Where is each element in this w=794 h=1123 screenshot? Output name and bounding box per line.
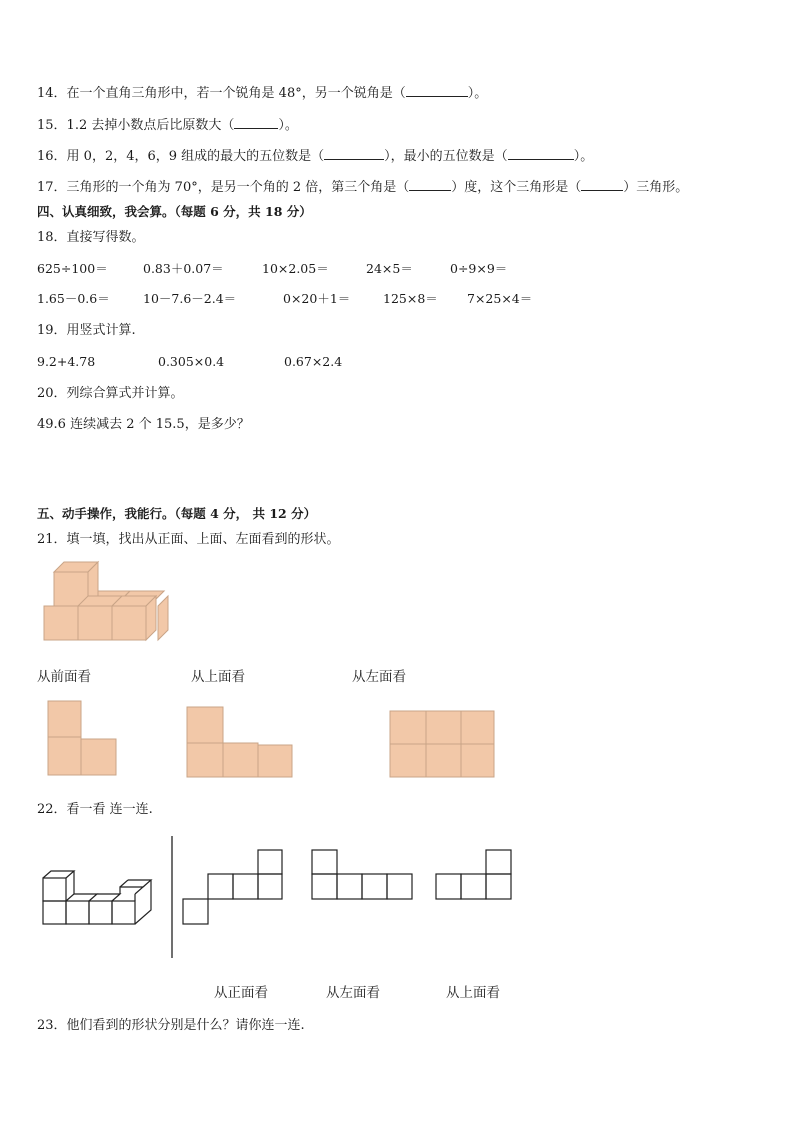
- q15-text-end: ）。: [278, 118, 298, 133]
- q18-r2-c4: 125×8＝: [383, 291, 438, 306]
- q18-r1-c2: 0.83＋0.07＝: [143, 261, 224, 276]
- q23-title: 23．他们看到的形状分别是什么？请你连一连.: [37, 1018, 305, 1033]
- q18-r1-c4: 24×5＝: [366, 261, 413, 276]
- q15-answer-blank[interactable]: [234, 115, 278, 129]
- q18-r1-c1: 625÷100＝: [37, 261, 108, 276]
- q22-option-shape-3: [435, 849, 515, 903]
- q18-title: 18．直接写得数。: [37, 230, 145, 245]
- section-5-heading: 五、动手操作，我能行。（每题 4 分， 共 12 分）: [37, 506, 317, 521]
- q18-r1-c3: 10×2.05＝: [262, 261, 329, 276]
- q22-option-shape-1: [182, 849, 284, 927]
- q16-text: 16．用 0，2，4，6，9 组成的最大的五位数是（: [37, 149, 325, 164]
- q16-answer-blank-1[interactable]: [324, 146, 384, 160]
- q22-title: 22．看一看 连一连.: [37, 802, 153, 817]
- q22-label-front: 从正面看: [214, 985, 268, 1001]
- section-4-heading: 四、认真细致，我会算。（每题 6 分，共 18 分）: [37, 204, 312, 219]
- q20-title: 20．列综合算式并计算。: [37, 386, 184, 401]
- q17-text-mid: ）度，这个三角形是（: [451, 180, 582, 195]
- q21-label-front: 从前面看: [37, 669, 91, 685]
- q16-answer-blank-2[interactable]: [508, 146, 574, 160]
- question-17: [37, 177, 688, 197]
- q21-front-view-shape: [47, 700, 127, 780]
- q22-label-top: 从上面看: [446, 985, 500, 1001]
- q18-r1-c5: 0÷9×9＝: [450, 261, 508, 276]
- q21-label-top: 从上面看: [191, 669, 245, 685]
- q19-title: 19．用竖式计算.: [37, 323, 136, 338]
- q22-cube-figure: [40, 870, 160, 930]
- question-15: [37, 115, 298, 135]
- q21-title: 21．填一填，找出从正面、上面、左面看到的形状。: [37, 532, 340, 547]
- q17-text-end: ）三角形。: [623, 180, 689, 195]
- q22-label-left: 从左面看: [326, 985, 380, 1001]
- q15-text: 15．1.2 去掉小数点后比原数大（: [37, 118, 235, 133]
- q21-top-view-shape: [186, 706, 296, 786]
- q17-answer-blank-1[interactable]: [409, 177, 451, 191]
- q18-r2-c1: 1.65－0.6＝: [37, 291, 110, 306]
- q16-text-mid: ），最小的五位数是（: [384, 149, 508, 164]
- q18-r2-c2: 10－7.6－2.4＝: [143, 291, 237, 306]
- q18-r2-c3: 0×20＋1＝: [283, 291, 351, 306]
- question-14: [37, 83, 487, 103]
- q18-r2-c5: 7×25×4＝: [467, 291, 533, 306]
- q17-text: 17．三角形的一个角为 70°，是另一个角的 2 倍，第三个角是（: [37, 180, 410, 195]
- q17-answer-blank-2[interactable]: [581, 177, 623, 191]
- q14-text: 14．在一个直角三角形中，若一个锐角是 48°，另一个锐角是（: [37, 86, 406, 101]
- q16-text-end: ）。: [573, 149, 594, 164]
- q21-label-left: 从左面看: [352, 669, 406, 685]
- q14-text-end: ）。: [467, 86, 488, 101]
- q19-item-1: 9.2+4.78: [37, 354, 96, 369]
- q21-left-view-shape: [389, 710, 499, 782]
- q22-option-shape-2: [311, 849, 415, 903]
- question-16: [37, 146, 593, 166]
- q21-cube-stack-figure: [40, 558, 175, 653]
- q20-text: 49.6 连续减去 2 个 15.5，是多少？: [37, 417, 250, 432]
- q22-divider-line: [170, 836, 174, 960]
- q19-item-3: 0.67×2.4: [284, 354, 343, 369]
- q14-answer-blank[interactable]: [406, 83, 468, 97]
- q19-item-2: 0.305×0.4: [158, 354, 225, 369]
